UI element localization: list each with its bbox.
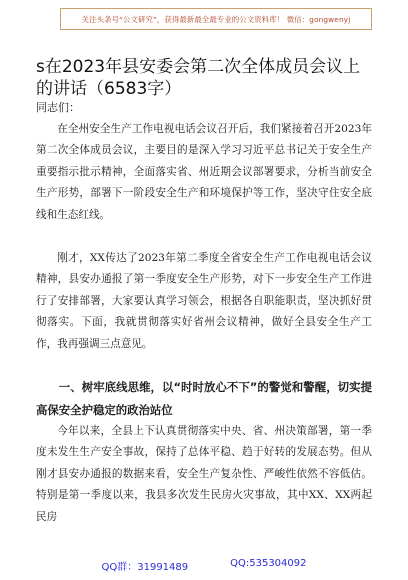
paragraph-3: 今年以来，全县上下认真贯彻落实中央、省、州决策部署，第一季度未发生生产安全事故，保持了总体平稳、趋于好转的发展态势。但从刚才县安办通报的数据来看，安全生产复杂性、严峻性依然不容低估。特别是第一季度以来，我县多次发生民房火灾事故，其中XX、XX两起民房 [36,425,372,523]
promo-banner [60,8,372,30]
paragraph-1: 在全州安全生产工作电视电话会议召开后，我们紧接着召开2023年第二次全体成员会议，主要目的是深入学习习近平总书记关于安全生产重要指示批示精神，全面落实省、州近期会议部署要求，分析当前安全生产形势，部署下一阶段安全生产和环境保护等工作，坚决守住安全底线和生态红线。 [36,123,372,221]
section-heading-1: 一、树牢底线思维，以“时时放心不下”的警觉和警醒，切实提高保安全护稳定的政治站位 [36,380,372,417]
footer-qq: QQ:535304092 [230,558,307,569]
document-title: s在2023年县安委会第二次全体成员会议上的讲话（6583字） [36,57,361,99]
footer [0,558,408,573]
footer-qq-group: QQ群：31991489 [101,562,189,573]
promo-banner-text: 关注头条号“公文研究”，获得最新最全最专业的公文资料库！ 微信：gongwenyj [81,14,351,24]
paragraph-2: 刚才，XX传达了2023年第二季度全省安全生产工作电视电话会议精神，县安办通报了第一季度安全生产形势，对下一步安全生产工作进行了安排部署，大家要认真学习领会，根据各自职能职责，坚决抓好贯彻落实。下面，我就贯彻落实好省州会议精神，做好全县安全生产工作，我再强调三点意见。 [36,252,372,350]
salutation: 同志们： [36,101,80,114]
